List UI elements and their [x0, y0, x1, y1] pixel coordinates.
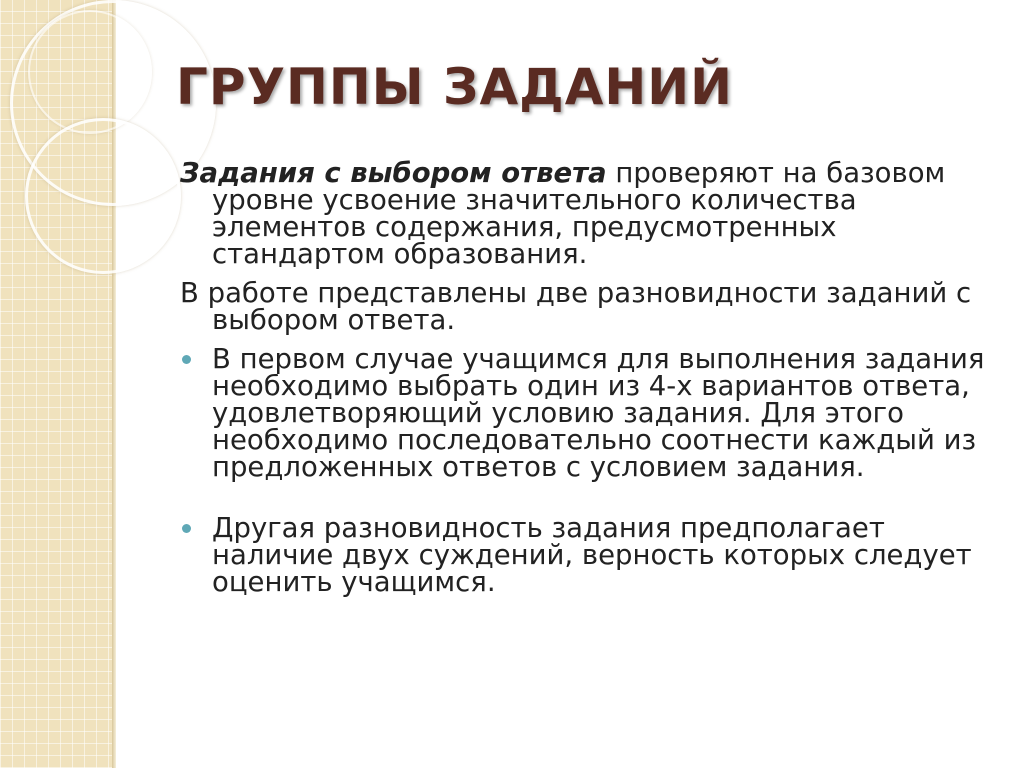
paragraph-intro: [180, 157, 1000, 270]
slide-content: [180, 157, 1000, 608]
bullet-item-first-case: [180, 343, 1000, 483]
bullet-dot-icon: [182, 355, 191, 364]
bullet-item-second-case: [180, 512, 1000, 598]
paragraph-variants: В работе представлены две разновидности заданий с выбором ответа.: [180, 277, 972, 336]
slide-title: ГРУППЫ ЗАДАНИЙ: [176, 58, 733, 116]
intro-rest-text: проверяют на базовом уровне усвоение значительного количества элементов содержания, предусмотренных стандартом образования.: [212, 157, 946, 270]
bullet-text: Другая разновидность задания предполагает наличие двух суждений, верность которых следует оценить учащимся.: [212, 512, 972, 598]
bullet-dot-icon: [182, 524, 191, 533]
decorative-ring: [25, 118, 181, 274]
decorative-ring: [28, 10, 152, 134]
intro-lead-text: Задания с выбором ответа: [180, 157, 607, 189]
bullet-text: В первом случае учащимся для выполнения задания необходимо выбрать один из 4-х вариантов ответа, удовлетворяющий условию задания. Для этого необходимо последовательно соотнести каждый из предложенных ответов с условием задания.: [212, 343, 985, 483]
